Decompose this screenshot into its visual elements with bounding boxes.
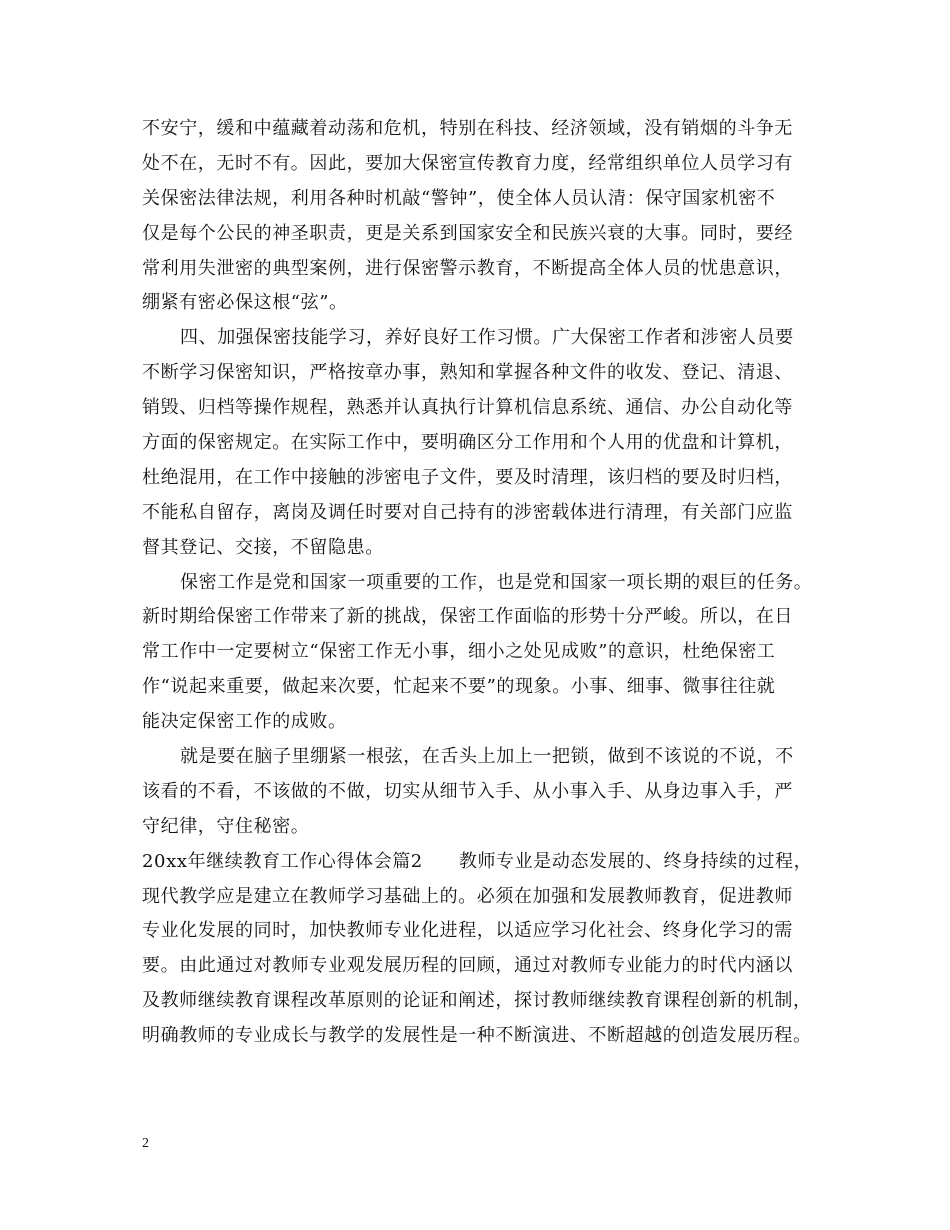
text-line: 及教师继续教育课程改革原则的论证和阐述，探讨教师继续教育课程创新的机制， — [142, 990, 812, 1012]
paragraph-four — [142, 321, 822, 565]
page-number: 2 — [142, 1136, 149, 1151]
text-line: 保密工作是党和国家一项重要的工作，也是党和国家一项长期的艰巨的任务。 — [180, 571, 813, 593]
text-line: 销毁、归档等操作规程，熟悉并认真执行计算机信息系统、通信、办公自动化等 — [142, 397, 793, 419]
section-two-first-line — [142, 845, 822, 880]
paragraph-conclusion — [142, 740, 822, 845]
section-two — [142, 845, 822, 1054]
text-line: 就是要在脑子里绷紧一根弦，在舌头上加上一把锁，做到不该说的不说，不 — [180, 746, 794, 768]
text-line: 新时期给保密工作带来了新的挑战，保密工作面临的形势十分严峻。所以，在日 — [142, 606, 793, 628]
text-line: 作“说起来重要，做起来次要，忙起来不要”的现象。小事、细事、微事往往就 — [142, 676, 776, 698]
text-line: 常利用失泄密的典型案例，进行保密警示教育，不断提高全体人员的忧患意识， — [142, 257, 793, 279]
text-line: 方面的保密规定。在实际工作中，要明确区分工作用和个人用的优盘和计算机， — [142, 432, 793, 454]
section-two-first-text: 教师专业是动态发展的、终身持续的过程， — [458, 850, 813, 872]
text-line: 督其登记、交接，不留隐患。 — [142, 536, 384, 558]
text-line: 要。由此通过对教师专业观发展历程的回顾，通过对教师专业能力的时代内涵以 — [142, 955, 793, 977]
paragraph-importance — [142, 566, 822, 740]
text-line: 杜绝混用，在工作中接触的涉密电子文件，要及时清理，该归档的要及时归档， — [142, 466, 793, 488]
section-heading: 20xx年继续教育工作心得体会篇2 — [142, 850, 423, 872]
document-body — [142, 112, 822, 1054]
text-line: 四、加强保密技能学习，养好良好工作习惯。广大保密工作者和涉密人员要 — [180, 327, 794, 349]
text-line: 能决定保密工作的成败。 — [142, 711, 347, 733]
text-line: 守纪律，守住秘密。 — [142, 815, 310, 837]
text-line: 仅是每个公民的神圣职责，更是关系到国家安全和民族兴衰的大事。同时，要经 — [142, 222, 793, 244]
text-line: 关保密法律法规，利用各种时机敲“警钟”，使全体人员认清：保守国家机密不 — [142, 187, 776, 209]
text-line: 专业化发展的同时，加快教师专业化进程，以适应学习化社会、终身化学习的需 — [142, 920, 793, 942]
text-line: 该看的不看，不该做的不做，切实从细节入手、从小事入手、从身边事入手，严 — [142, 780, 793, 802]
text-line: 常工作中一定要树立“保密工作无小事，细小之处见成败”的意识，杜绝保密工 — [142, 641, 776, 663]
text-line: 处不在，无时不有。因此，要加大保密宣传教育力度，经常组织单位人员学习有 — [142, 152, 793, 174]
text-line: 不能私自留存，离岗及调任时要对自己持有的涉密载体进行清理，有关部门应监 — [142, 501, 793, 523]
text-line: 绷紧有密必保这根“弦”。 — [142, 292, 348, 314]
paragraph-continuation — [142, 112, 822, 321]
text-line: 不安宁，缓和中蕴藏着动荡和危机，特别在科技、经济领域，没有销烟的斗争无 — [142, 118, 793, 139]
text-line: 明确教师的专业成长与教学的发展性是一种不断演进、不断超越的创造发展历程。 — [142, 1025, 812, 1047]
text-line: 现代教学应是建立在教师学习基础上的。必须在加强和发展教师教育，促进教师 — [142, 885, 793, 907]
text-line: 不断学习保密知识，严格按章办事，熟知和掌握各种文件的收发、登记、清退、 — [142, 362, 793, 384]
